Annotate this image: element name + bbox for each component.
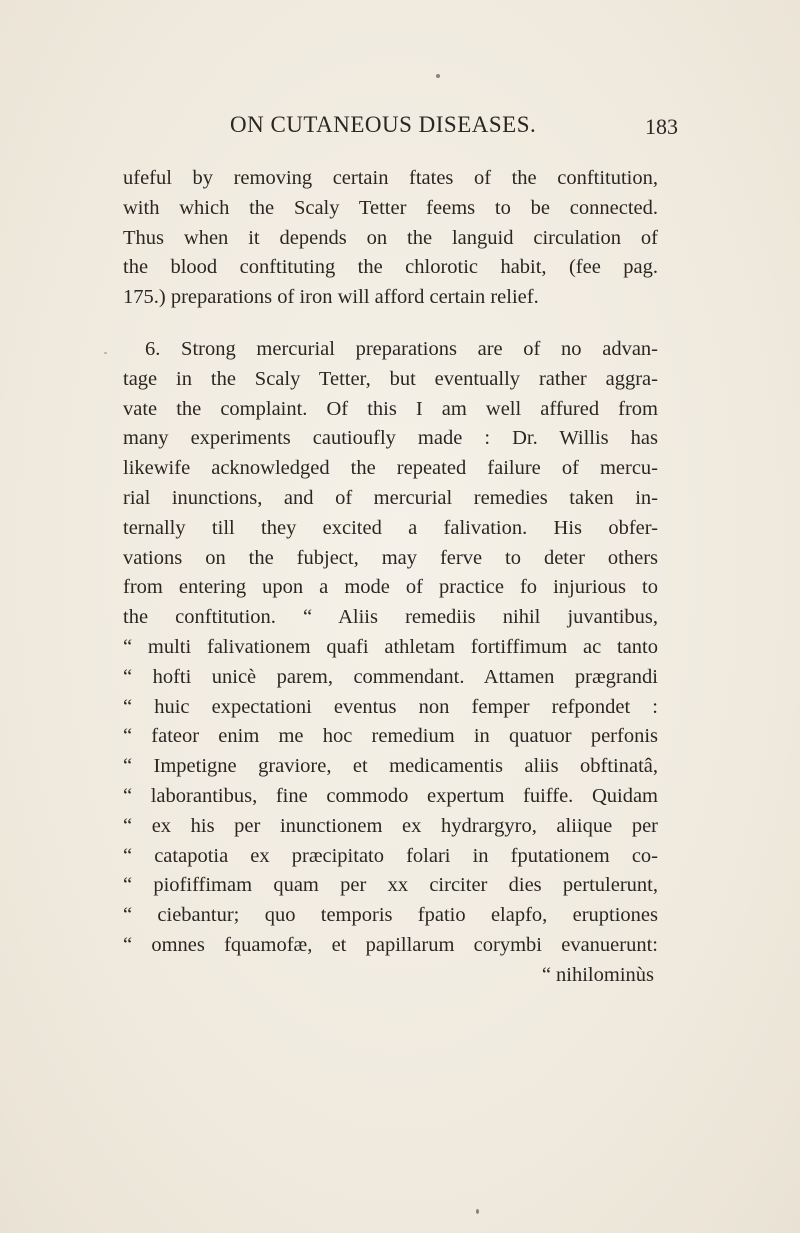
running-title: ON CUTANEOUS DISEASES. xyxy=(230,112,537,137)
paper-speck xyxy=(476,1209,479,1214)
text-line: 175.) preparations of iron will afford certain relief. xyxy=(123,286,539,309)
running-head xyxy=(118,112,678,144)
text-line: 6. Strong mercurial preparations are of no advan- xyxy=(145,337,658,360)
text-line: “ hofti unicè parem, commendant. Attamen prægrandi xyxy=(123,665,658,688)
paper-speck xyxy=(104,352,107,354)
text-line: “ fateor enim me hoc remedium in quatuor perfonis xyxy=(123,725,658,748)
text-line: rial inunctions, and of mercurial remedies taken in- xyxy=(123,486,658,509)
text-line: Thus when it depends on the languid circulation of xyxy=(123,226,658,249)
paragraph-gap xyxy=(123,313,658,335)
text-line: from entering upon a mode of practice fo injurious to xyxy=(123,576,658,599)
text-line: many experiments cautioufly made : Dr. Willis has xyxy=(123,427,658,450)
paper-speck xyxy=(436,74,440,78)
text-line: ufeful by removing certain ftates of the conftitution, xyxy=(123,167,658,189)
text-line: “ laborantibus, fine commodo expertum fuiffe. Quidam xyxy=(123,784,658,807)
text-line: with which the Scaly Tetter feems to be connected. xyxy=(123,196,658,219)
text-line: vate the complaint. Of this I am well affured from xyxy=(123,397,658,420)
text-line: the conftitution. “ Aliis remediis nihil juvantibus, xyxy=(123,606,658,629)
text-line: “ omnes fquamofæ, et papillarum corymbi evanuerunt: xyxy=(123,933,658,956)
text-line: the blood conftituting the chlorotic habit, (fee pag. xyxy=(123,256,658,279)
text-line: “ catapotia ex præcipitato folari in fputationem co- xyxy=(123,844,658,867)
paragraph-1 xyxy=(123,164,658,313)
body-text xyxy=(123,164,658,991)
catchword: “ nihilominùs xyxy=(541,963,654,986)
page-number: 183 xyxy=(645,114,678,139)
text-line: “ multi falivationem quafi athletam fortiffimum ac tanto xyxy=(123,635,658,658)
text-line: “ ciebantur; quo temporis fpatio elapfo, eruptiones xyxy=(123,904,658,927)
text-line: vations on the fubject, may ferve to deter others xyxy=(123,546,658,569)
text-line: “ Impetigne graviore, et medicamentis aliis obftinatâ, xyxy=(123,755,658,778)
text-line: “ huic expectationi eventus non femper refpondet : xyxy=(123,695,658,718)
text-line: “ ex his per inunctionem ex hydrargyro, aliique per xyxy=(123,814,658,837)
text-line: “ piofiffimam quam per xx circiter dies pertulerunt, xyxy=(123,874,658,897)
text-line: likewife acknowledged the repeated failure of mercu- xyxy=(123,457,658,480)
text-line: tage in the Scaly Tetter, but eventually rather aggra- xyxy=(123,367,658,390)
paragraph-2 xyxy=(123,335,658,991)
text-line: ternally till they excited a falivation. His obfer- xyxy=(123,516,658,539)
